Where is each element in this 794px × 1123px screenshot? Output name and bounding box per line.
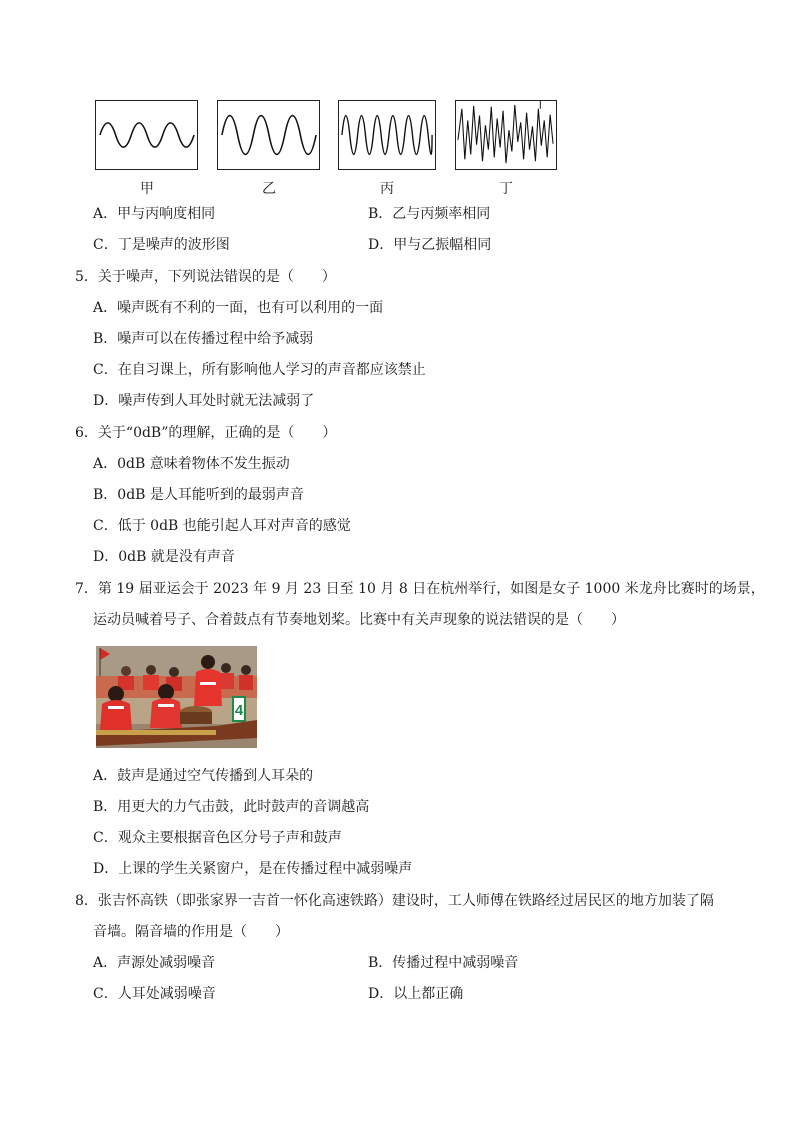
q5-stem: 5．关于噪声，下列说法错误的是（ ）: [75, 269, 336, 285]
q4-option-b[interactable]: B．乙与丙频率相同: [368, 206, 491, 222]
q8-stem-line1: 8．张吉怀高铁（即张家界一吉首一怀化高速铁路）建设时，工人师傅在铁路经过居民区的地方加装了隔: [75, 893, 714, 909]
waveform-bing: [338, 100, 436, 170]
q6-stem: 6．关于“0dB”的理解，正确的是（ ）: [75, 425, 337, 441]
q5-option-d[interactable]: D．噪声传到人耳处时就无法减弱了: [93, 393, 315, 409]
dragon-boat-photo: [96, 646, 257, 748]
q5-option-b[interactable]: B．噪声可以在传播过程中给予减弱: [93, 331, 314, 347]
q7-option-a[interactable]: A．鼓声是通过空气传播到人耳朵的: [93, 768, 314, 784]
q8-option-b[interactable]: B．传播过程中减弱噪音: [368, 955, 519, 971]
boat-number-sign: 4: [234, 702, 244, 719]
q7-option-d[interactable]: D．上课的学生关紧窗户，是在传播过程中减弱噪声: [93, 861, 413, 877]
q6-option-a[interactable]: A．0dB 意味着物体不发生振动: [93, 456, 290, 472]
q7-stem-line2: 运动员喊着号子、合着鼓点有节奏地划桨。比赛中有关声现象的说法错误的是（ ）: [93, 612, 625, 628]
q8-option-c[interactable]: C．人耳处减弱噪音: [93, 986, 216, 1002]
q6-option-b[interactable]: B．0dB 是人耳能听到的最弱声音: [93, 487, 304, 503]
q8-option-a[interactable]: A．声源处减弱噪音: [93, 955, 216, 971]
waveform-ding: [455, 100, 557, 170]
q8-option-d[interactable]: D．以上都正确: [368, 986, 464, 1002]
waveform-label-jia: 甲: [140, 181, 154, 197]
waveform-yi: [217, 100, 320, 170]
q4-option-a[interactable]: A．甲与丙响度相同: [93, 206, 216, 222]
q4-option-c[interactable]: C．丁是噪声的波形图: [93, 237, 230, 253]
q5-option-c[interactable]: C．在自习课上，所有影响他人学习的声音都应该禁止: [93, 362, 426, 378]
q6-option-d[interactable]: D．0dB 就是没有声音: [93, 549, 235, 565]
q7-option-b[interactable]: B．用更大的力气击鼓，此时鼓声的音调越高: [93, 799, 370, 815]
q6-option-c[interactable]: C．低于 0dB 也能引起人耳对声音的感觉: [93, 518, 351, 534]
waveform-label-yi: 乙: [262, 181, 276, 197]
q8-stem-line2: 音墙。隔音墙的作用是（ ）: [93, 924, 289, 940]
q7-stem-line1: 7．第 19 届亚运会于 2023 年 9 月 23 日至 10 月 8 日在杭州举行，如图是女子 1000 米龙舟比赛时的场景，: [75, 581, 765, 597]
waveform-figure-row: [95, 100, 565, 200]
waveform-jia: [95, 100, 198, 170]
q4-option-d[interactable]: D．甲与乙振幅相同: [368, 237, 492, 253]
q5-option-a[interactable]: A．噪声既有不利的一面，也有可以利用的一面: [93, 300, 384, 316]
waveform-label-ding: 丁: [499, 181, 513, 197]
waveform-label-bing: 丙: [380, 181, 394, 197]
q7-option-c[interactable]: C．观众主要根据音色区分号子声和鼓声: [93, 830, 342, 846]
